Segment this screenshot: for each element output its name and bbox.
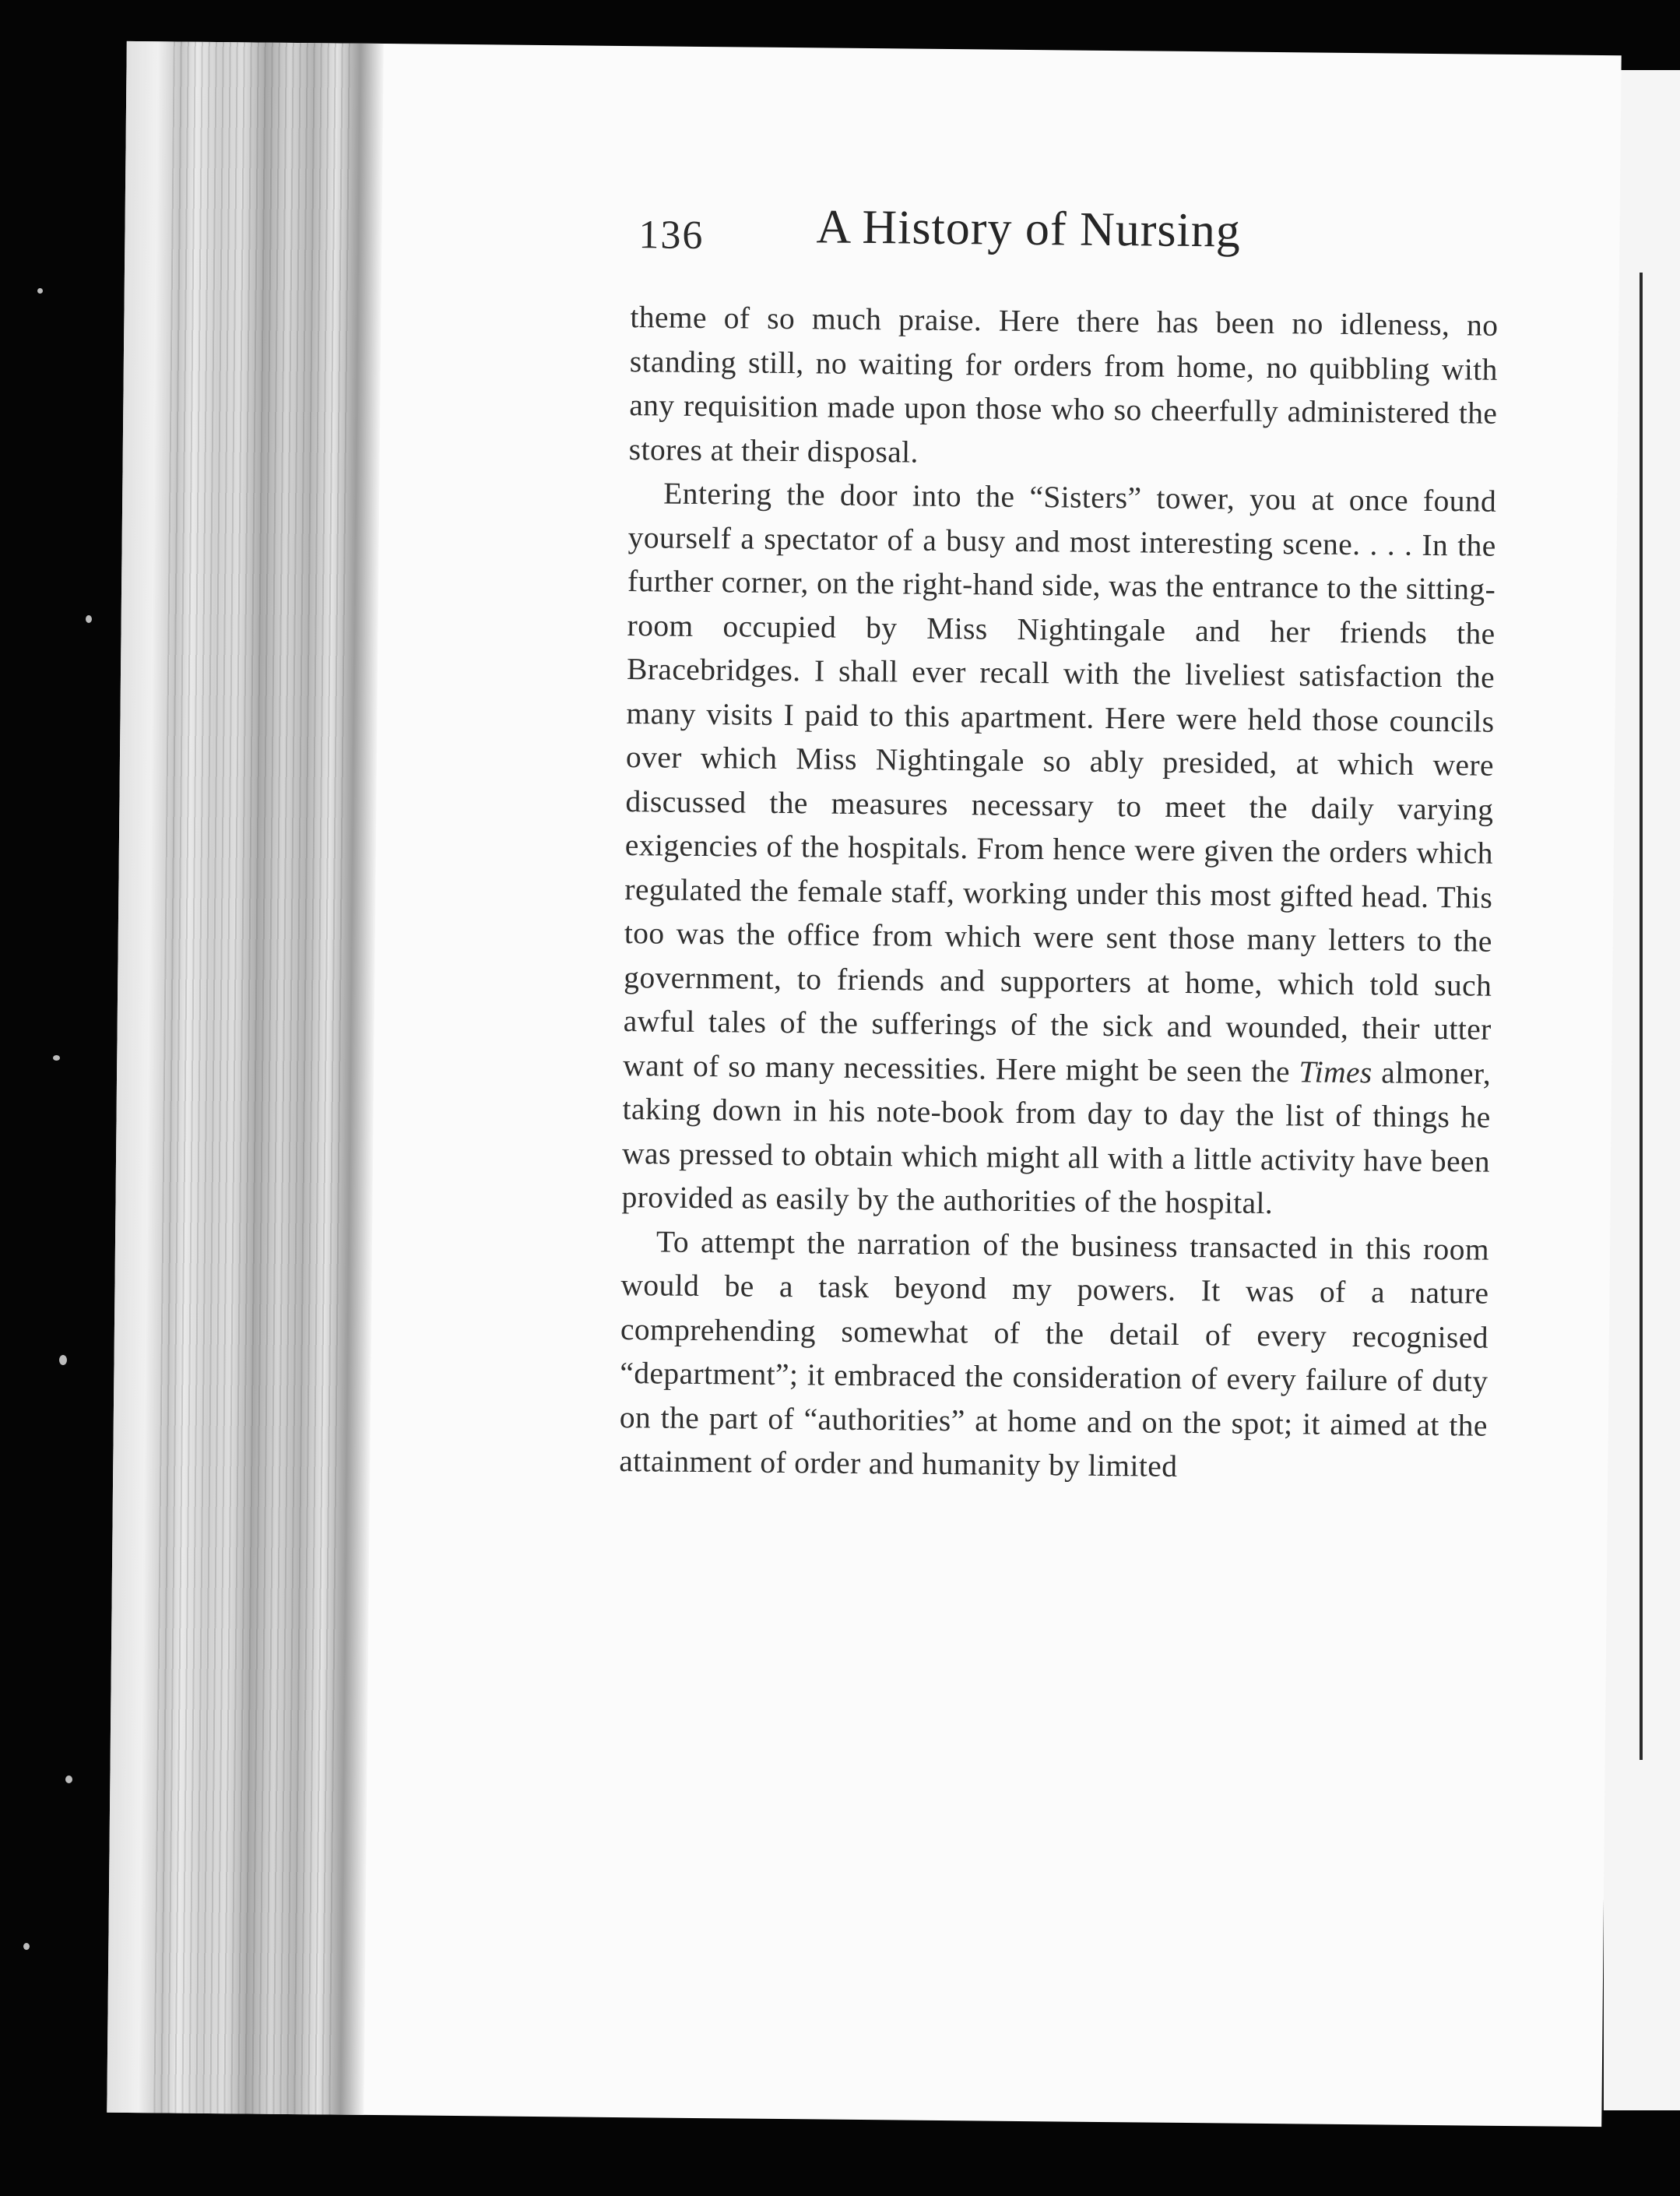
paragraph-2: [621, 471, 1496, 1227]
page-stack-gutter: [107, 41, 384, 2115]
scan-speck: [65, 1775, 72, 1783]
paragraph-3: To attempt the narration of the business transacted in this room would be a task beyond my powers. It was of a nature comprehending somewhat of the detail of every recognised “department”; it embraced the consideration of every failure of duty on the part of “authorities” at home and on the spot; it aimed at the attainment of order and humanity by limited: [619, 1223, 1490, 1483]
paragraph-1: theme of so much praise. Here there has been no idleness, no standing still, no waiting for orders from home, no quibbling with any requisition made upon those who so cheerfully administered the stores at their disposal.: [628, 300, 1499, 470]
scan-speck: [23, 1943, 30, 1950]
running-title: A History of Nursing: [816, 200, 1242, 258]
scan-speck: [86, 615, 92, 623]
times-italic: Times: [1299, 1054, 1372, 1089]
page-edge-line: [1640, 273, 1643, 1760]
scan-speck: [59, 1355, 67, 1365]
paragraph-2-text-a: Entering the door into the “Sisters” tower, you at once found yourself a spectator of a busy and most interesting scene. . . . In the further corner, on the right-hand side, was the entrance to the sitting-room occupied by Miss Nightingale and her friends the Bracebridges. I shall ever recall with the liveliest satisfaction the many visits I paid to this apartment. Here were held those councils over which Miss Nightingale so ably presided, at which were discussed the measures necessary to meet the daily varying exigencies of the hospitals. From hence were given the orders which regulated the female staff, working under this most gifted head. This too was the office from which were sent those many letters to the government, to friends and supporters at home, which told such awful tales of the sufferings of the sick and wounded, their utter want of so many necessities. Here might be seen the: [623, 476, 1497, 1089]
scan-speck: [37, 288, 43, 294]
page-header: [638, 198, 1534, 292]
page-number: 136: [638, 213, 705, 258]
scan-speck: [53, 1055, 60, 1061]
book-page: [107, 41, 1621, 2127]
body-text: [619, 295, 1499, 1491]
gutter-streaks: [153, 41, 353, 2114]
paragraph-2-text-b: almoner, taking down in his note-book from day to day the list of things he was pressed to obtain which might all with a little activity have been provided as easily by the authorities of the hospital.: [621, 1054, 1492, 1221]
